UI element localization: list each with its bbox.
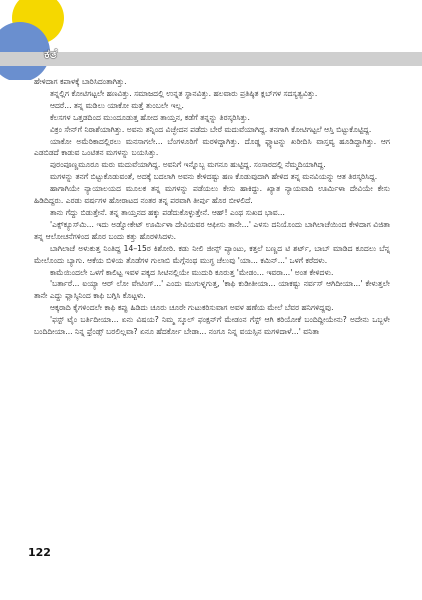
paragraph: ಪುರಂಪೂಣ್ಣಮೂರೂ ಮರು ಮದುವೆಯಾಗಿದ್ದ. ಅವನಿಗೆ ಇನ್ನೊಬ್ಬ ಮಗನೂ ಹುಟ್ಟಿದ್ದ. ಸಂಸಾರದಲ್ಲಿ ನೆಮ್ಮದಿಯಾಗಿದ್ದ. — [50, 160, 326, 170]
paragraph: ಆದರೆ... ತನ್ನ ಮಡಿಲು ಯಾಕೋ ಮತ್ತೆ ತುಂಬಲೇ ಇಲ್ಲ. — [50, 100, 184, 110]
paragraph: ಹೇಳಿದಾಗ ಕಪಾಳಕ್ಕೆ ಬಾರಿಸಿದಂತಾಗಿತ್ತು. — [34, 77, 127, 86]
paragraph: 'ಫಸ್ಟ್ ಟೈಂ ಬರ್ತಿದೀಯಾ... ಏನು ವಿಷಯ? ನಿಮ್ಮ ಸ್ಕೂಲ್ ಫಂಕ್ಷನ್‌ಗೆ ಮೇಡಂನ ಗೆಸ್ಟ್ ಆಗಿ ಕರಿಯೋಕೆ ಬಂದಿದ್ದೀಯೇನು? ಅದೇನು ಒಬ್ಬಳೇ ಬಂದಿದೀಯಾ... ನಿನ್ನ ಫ್ರೆಂಡ್ಸ್ ಬರಲಿಲ್ಲವಾ? ಏನೂ ಹೆದರ್ಕೋ ಬೇಡಾ... ನಂಗೂ ನಿನ್ನ ವಯಸ್ಸಿನ ಮಗಳಿದಾಳೆ...' ವನಿತಾ — [34, 315, 390, 337]
paragraph: ಬಾಗಿಲಾಚೆ ಅಳುಕುತ್ತ ನಿಂತಿದ್ದ 14–15ರ ಕಿಶೋರಿ. ಕಡು ನೀಲಿ ಜೀನ್ಸ್ ಪ್ಯಾಂಟು, ಕತ್ತಲೆ ಬಣ್ಣದ ಟಿ ಶರ್ಟ್, ಬಾಬ್ ಮಾಡಿದ ಕೂದಲು ಬೆನ್ನ ಮೇಲೊಂದು ಬ್ಯಾಗು. ಆಕೆಯ ಬಿಳಿಯ ತೊಡೆಗಳ ಗುಲಾಬಿ ಮೆಗ್ಗೆನಂಥ ಮುಗ್ಧ ಚೆಲುವು 'ಯಾ... ಕಮಿನ್...' ಒಳಗೆ ಕರೆದಳು. — [34, 243, 390, 265]
header-rule — [0, 52, 422, 66]
paragraph: ಮಗಳನ್ನು ತನಗೆ ಬಿಟ್ಟುಕೊಡುವಂತೆ, ಅದಕ್ಕೆ ಬದಲಾಗಿ ಅವನು ಕೇಳಿದಷ್ಟು ಹಣ ಕೊಡುವುದಾಗಿ ಹೇಳಿದ ತನ್ನ ಮನವಿಯನ್ನು ಆತ ತಿರಸ್ಕರಿಸಿದ್ದ. — [50, 172, 378, 182]
paragraph: ತಾನು ಗೆದ್ದು ಬಿಡುತ್ತೇನೆ. ತನ್ನ ತಾಯ್ತನದ ಹಕ್ಕು ಪಡೆದುಕೊಳ್ಳುತ್ತೇನೆ. ಆಹ್! ಎಂಥ ಸುಖದ ಭಾವ... — [50, 207, 285, 217]
paragraph: ಕೆಲಸಗಳ ಒತ್ತಡದಿಂದ ಮುಂದೂಡುತ್ತ ಹೋದ ತಾಯ್ತನ, ಕಡೆಗೆ ತನ್ನನ್ನು ತಿರಸ್ಕರಿಸಿತ್ತು. — [50, 112, 250, 122]
paragraph: ಕಾಮೆಯಿಂದಲೇ ಒಳಗೆ ಕಾಲಿಟ್ಟ ಇವಳ ಪಕ್ಕದ ಸೀಟಿನಲ್ಲಿಯೇ ಮುದುರಿ ಕೂರುತ್ತ 'ಮೇಡಂ... ಇವರಾ...' ಅಂತ ಕೇಳಿದಳು. — [50, 267, 334, 277]
paragraph: 'ಎಕ್ಸ್‌ಕ್ಯೂಸ್‌ಮಿ... ಇದು ಅಡ್ವೋಕೇಟ್ ಊರ್ಮಿಳಾ ದೇವಿಯವರ ಆಫೀಸು ತಾನೇ...' ಎಳಸು ದನಿಯೊಂದು ಬಾಗಿಲಾಚೆಯಿಂದ ಕೇಳಿದಾಗ ವಿಜಿತಾ ತನ್ನ ಆಲೋಚನೆಗಳಿಂದ ಹೊರ ಬಂದು ಕತ್ತು ಹೊರಳಿಸಿದಳು. — [34, 219, 390, 241]
paragraph: ಯಾಕೋ ಅಮೆರಿಕಾದಲ್ಲಿರಲು ಮನಸಾಗಲೇ... ಬೆಂಗಳೂರಿಗೆ ಮರಳಿದ್ದಾಗಿತ್ತು. ದೊಡ್ಡ ಫ್ಲ್ಯಾಟನ್ನು ಖರೀದಿಸಿ ವಾಸ್ತವ್ಯ ಹೂಡಿದ್ದಾಗಿತ್ತು. ಆಗ ಎಡಬಿಡದೆ ಕಾಡುವ ಒಂಟಿತನ ಮಗಳನ್ನು ಬಯಸಿತ್ತು. — [34, 136, 390, 158]
page-number: 122 — [28, 546, 51, 559]
paragraph: ಆಕ್ಕರಾದಿ ಕೈಗಳಿಂದಲೇ ಕಾಫಿ ಕಪ್ಪು ಹಿಡಿದು ಚೂರು ಚೂರೇ ಗುಟುಕರಿಸುವಾಗ ಅವಳ ಹಣೆಯ ಮೇಲೆ ಬೆವರ ಹನಿಗಳಿದ್ದವು. — [50, 303, 334, 313]
paragraph: ತನ್ನಲ್ಲಿಗ ಕೋಟಿಗಟ್ಟಲೇ ಹಣವಿತ್ತು. ಸಮಾಜದಲ್ಲಿ ಉನ್ನತ ಸ್ಥಾನವಿತ್ತು. ಹಲವಾರು ಪ್ರತಿಷ್ಠಿತ ಕ್ಲಬ್‌ಗಳ ಸದಸ್ಯತ್ವವಿತ್ತು. — [50, 88, 318, 98]
paragraph: ಹಾಗಾಗಿಯೇ ನ್ಯಾಯಾಲಯದ ಮೂಲಕ ತನ್ನ ಮಗಳನ್ನು ಪಡೆಯಲು ಕೇಸು ಹಾಕಿದ್ದು. ಖ್ಯಾತ ನ್ಯಾಯವಾದಿ ಊರ್ಮಿಳಾ ದೇವಿಯೇ ಕೇಸು ಹಿಡಿದಿದ್ದರು. ಎರಡು ವರ್ಷಗಳ ಹೋರಾಟದ ನಂತರ ತನ್ನ ಪರವಾಗಿ ತೀರ್ಪು ಹೊರ ಬೀಳಲಿದೆ. — [34, 184, 390, 206]
section-title: ಕತೆ — [44, 47, 58, 62]
paragraph: ವಿಕ್ರಂ ಸೇನ್‌ಗೆ ನಿರಾಶೆಯಾಗಿತ್ತು. ಅವನು ತನ್ನಿಂದ ವಿಚ್ಛೇದನ ಪಡೆದು ಬೇರೆ ಮದುವೆಯಾಗಿದ್ದ. ತನಗಾಗಿ ಕೋಟಿಗಟ್ಟಲೆ ಆಸ್ತಿ ಬಿಟ್ಟುಕೊಟ್ಟಿದ್ದ. — [50, 124, 372, 134]
story-body — [34, 76, 390, 338]
header-circle-decoration — [0, 0, 80, 80]
paragraph: 'ಬರ್ತಾರೆ... ಐಯ್ಯಾ ಆರ್ ಲೋ ವೇಟಿಂಗ್...' ಎಂದು ಮುಗುಳ್ನಗುತ್ತ, 'ಕಾಫಿ ಕುಡೀತೀಯಾ... ಯಾಕಷ್ಟು ನರ್ವಸ್ ಆಗಿದೀಯಾ...' ಕೇಳುತ್ತಲೇ ತಾನೇ ಎದ್ದು ಫ್ಲಾಸ್ಕಿನಿಂದ ಕಾಫಿ ಬಗ್ಗಿಸಿ ಕೊಟ್ಟಳು. — [34, 279, 390, 301]
